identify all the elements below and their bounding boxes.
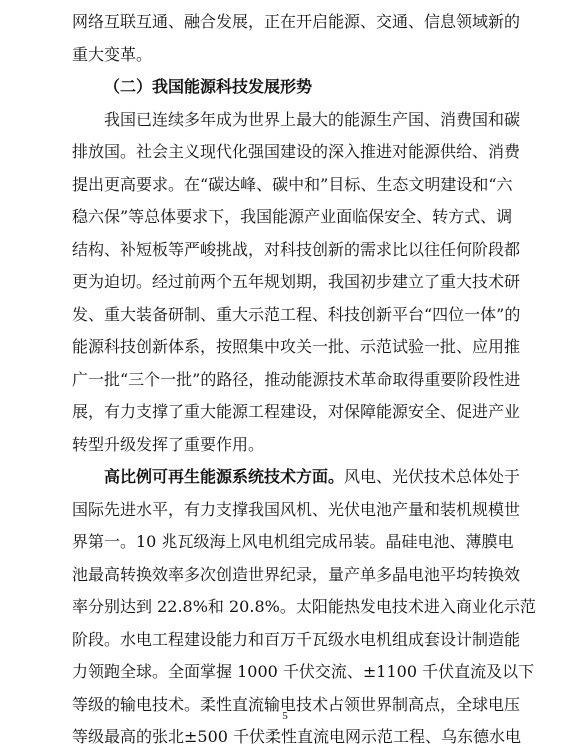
text-line: 力领跑全球。全面掌握 1000 千伏交流、±1100 千伏直流及以下 bbox=[72, 662, 535, 681]
text-line: 更为迫切。经过前两个五年规划期，我国初步建立了重大技术研 bbox=[72, 272, 521, 291]
text-line: 转型升级发挥了重要作用。 bbox=[72, 434, 265, 454]
text-line: 阶段。水电工程建设能力和百万千瓦级水电机组成套设计制造能 bbox=[72, 629, 521, 649]
text-line: 等级的输电技术。柔性直流输电技术占领世界制高点，全球电压 bbox=[72, 694, 521, 714]
paragraph-lead-line bbox=[72, 461, 521, 494]
text-line: 稳六保”等总体要求下，我国能源产业面临保安全、转方式、调 bbox=[72, 207, 513, 226]
section-heading: （二）我国能源科技发展形势 bbox=[104, 77, 313, 96]
text-line: 网络互联互通、融合发展，正在开启能源、交通、信息领域新的 bbox=[72, 12, 521, 31]
bold-lead-phrase: 高比例可再生能源系统技术方面。 bbox=[104, 467, 345, 486]
text-line: 展，有力支撑了重大能源工程建设，对保障能源安全、促进产业 bbox=[72, 402, 521, 421]
text-line: 等级最高的张北±500 千伏柔性直流电网示范工程、乌东德水电 bbox=[72, 727, 522, 746]
text-line: 我国已连续多年成为世界上最大的能源生产国、消费国和碳 bbox=[104, 109, 521, 129]
text-line: 池最高转换效率多次创造世界纪录，量产单多晶电池平均转换效 bbox=[72, 564, 521, 584]
lead-line-rest: 风电、光伏技术总体处于 bbox=[344, 467, 521, 486]
text-line: 率分别达到 22.8%和 20.8%。太阳能热发电技术进入商业化示范 bbox=[72, 597, 536, 616]
document-page bbox=[72, 6, 536, 754]
text-line: 界第一。10 兆瓦级海上风电机组完成吊装。晶硅电池、薄膜电 bbox=[72, 532, 514, 551]
text-line: 广一批“三个一批”的路径，推动能源技术革命取得重要阶段性进 bbox=[72, 369, 521, 389]
text-line: 国际先进水平，有力支撑我国风机、光伏电池产量和装机规模世 bbox=[72, 499, 521, 519]
text-line: 排放国。社会主义现代化强国建设的深入推进对能源供给、消费 bbox=[72, 142, 521, 161]
text-line: 能源科技创新体系，按照集中攻关一批、示范试验一批、应用推 bbox=[72, 337, 521, 356]
text-line: 重大变革。 bbox=[72, 44, 153, 64]
text-line: 提出更高要求。在“碳达峰、碳中和”目标、生态文明建设和“六 bbox=[72, 174, 513, 194]
page-number: 5 bbox=[282, 710, 288, 722]
text-line: 发、重大装备研制、重大示范工程、科技创新平台“四位一体”的 bbox=[72, 304, 521, 324]
text-line: 结构、补短板等严峻挑战，对科技创新的需求比以往任何阶段都 bbox=[72, 239, 521, 259]
